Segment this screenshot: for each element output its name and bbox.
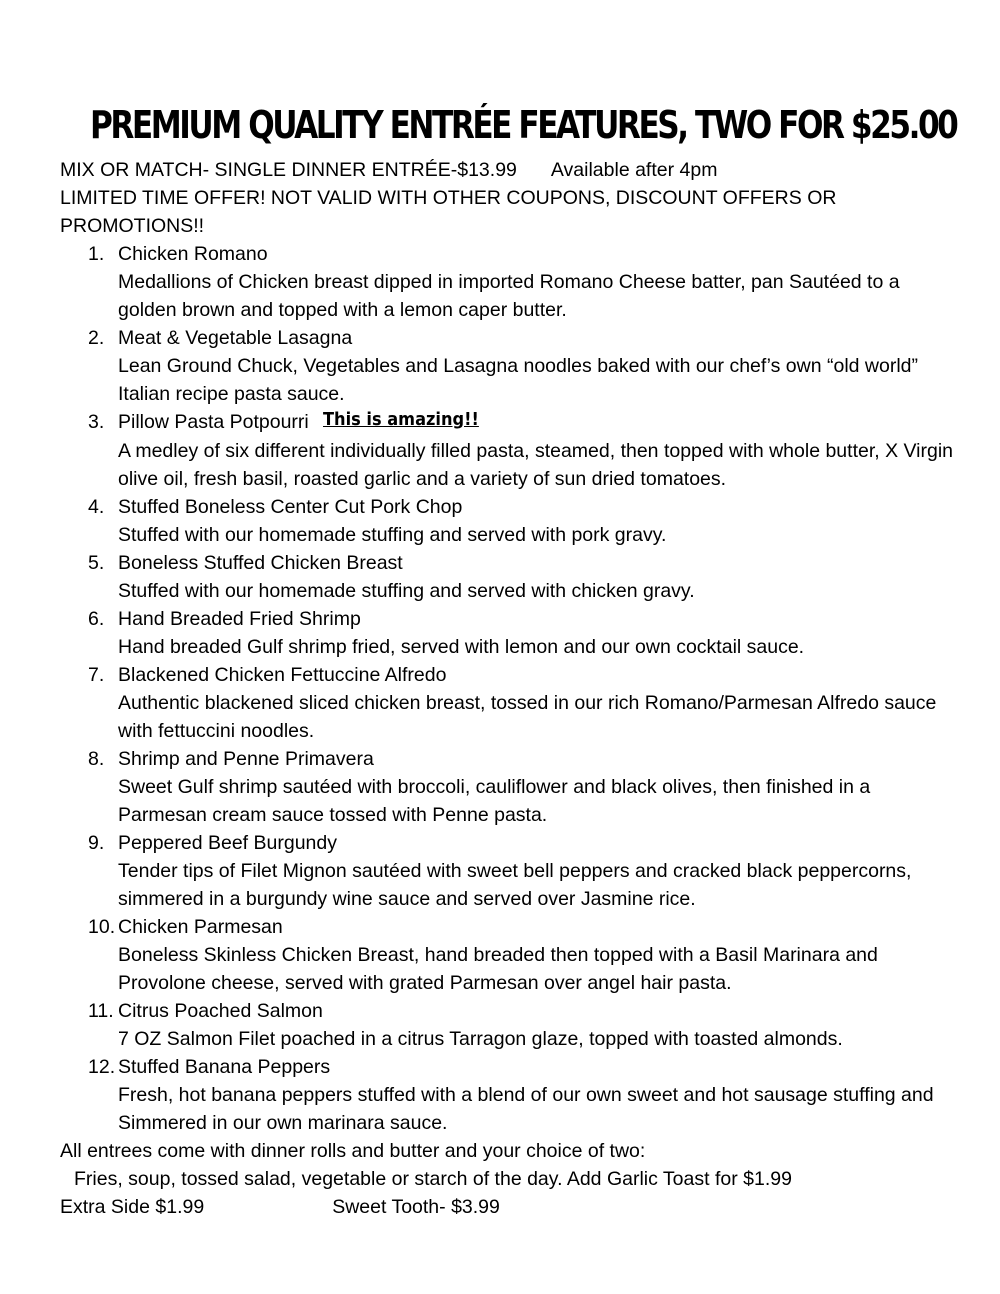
item-name: Meat & Vegetable Lasagna — [118, 327, 353, 349]
item-number: 1. — [88, 243, 105, 265]
extras-line — [60, 1193, 960, 1221]
item-name: Shrimp and Penne Primavera — [118, 748, 374, 770]
item-name: Chicken Romano — [118, 243, 268, 265]
item-name: Citrus Poached Salmon — [118, 1000, 323, 1022]
item-name: Stuffed Banana Peppers — [118, 1056, 331, 1078]
item-description: Stuffed with our homemade stuffing and served with pork gravy. — [118, 524, 667, 546]
item-number: 7. — [88, 664, 105, 686]
item-name: Stuffed Boneless Center Cut Pork Chop — [118, 496, 463, 518]
highlight-note: This is amazing!! — [322, 409, 479, 430]
item-description: Stuffed with our homemade stuffing and served with chicken gravy. — [118, 580, 695, 602]
list-item — [60, 913, 960, 997]
item-description: Boneless Skinless Chicken Breast, hand breaded then topped with a Basil Marinara and Provolone cheese, served with grated Parmesan over angel hair pasta. — [118, 944, 878, 994]
item-number: 2. — [88, 327, 105, 349]
item-number: 12. — [88, 1056, 116, 1078]
item-name: Peppered Beef Burgundy — [118, 832, 337, 854]
sides-intro: All entrees come with dinner rolls and butter and your choice of two: — [60, 1140, 646, 1162]
item-description: Lean Ground Chuck, Vegetables and Lasagna noodles baked with our chef’s own “old world” Italian recipe pasta sauce. — [118, 355, 919, 405]
list-item — [60, 997, 960, 1053]
item-number: 6. — [88, 608, 105, 630]
list-item — [60, 240, 960, 324]
entree-list — [60, 240, 960, 1137]
item-number: 8. — [88, 748, 105, 770]
item-description: 7 OZ Salmon Filet poached in a citrus Tarragon glaze, topped with toasted almonds. — [118, 1028, 843, 1050]
page-title: PREMIUM QUALITY ENTRÉE FEATURES, TWO FOR $25.00 — [90, 103, 957, 147]
item-name: Pillow Pasta Potpourri — [118, 411, 309, 433]
menu-body — [60, 156, 960, 1221]
sides-list: Fries, soup, tossed salad, vegetable or starch of the day. Add Garlic Toast for $1.99 — [74, 1168, 792, 1190]
item-name: Chicken Parmesan — [118, 916, 283, 938]
list-item — [60, 549, 960, 605]
item-name: Hand Breaded Fried Shrimp — [118, 608, 361, 630]
list-item — [60, 745, 960, 829]
list-item — [60, 605, 960, 661]
list-item — [60, 493, 960, 549]
sweet-tooth-price: Sweet Tooth- $3.99 — [332, 1196, 500, 1218]
item-number: 11. — [88, 1000, 114, 1022]
item-description: Hand breaded Gulf shrimp fried, served with lemon and our own cocktail sauce. — [118, 636, 805, 658]
item-number: 3. — [88, 411, 105, 433]
item-name-row — [118, 408, 960, 437]
list-item — [60, 324, 960, 408]
item-number: 5. — [88, 552, 105, 574]
availability-note: Available after 4pm — [550, 159, 718, 181]
list-item — [60, 829, 960, 913]
list-item — [60, 661, 960, 745]
item-description: Fresh, hot banana peppers stuffed with a blend of our own sweet and hot sausage stuffing and Simmered in our own marinara sauce. — [118, 1084, 934, 1134]
item-number: 10. — [88, 916, 116, 938]
item-number: 9. — [88, 832, 105, 854]
single-entree-line — [60, 156, 960, 184]
single-entree-price: MIX OR MATCH- SINGLE DINNER ENTRÉE-$13.99 — [60, 159, 517, 181]
extra-side-price: Extra Side $1.99 — [60, 1196, 205, 1218]
item-description: Medallions of Chicken breast dipped in imported Romano Cheese batter, pan Sautéed to a golden brown and topped with a lemon caper butter. — [118, 271, 900, 321]
offer-line-2: PROMOTIONS!! — [60, 215, 205, 237]
item-name: Blackened Chicken Fettuccine Alfredo — [118, 664, 447, 686]
item-description: Tender tips of Filet Mignon sautéed with sweet bell peppers and cracked black peppercorns, simmered in a burgundy wine sauce and served over Jasmine rice. — [118, 860, 912, 910]
offer-line-1: LIMITED TIME OFFER! NOT VALID WITH OTHER COUPONS, DISCOUNT OFFERS OR — [60, 187, 837, 209]
list-item — [60, 1053, 960, 1137]
item-name: Boneless Stuffed Chicken Breast — [118, 552, 403, 574]
item-description: A medley of six different individually filled pasta, steamed, then topped with whole butter, X Virgin olive oil, fresh basil, roasted garlic and a variety of sun dried tomatoes. — [118, 440, 954, 490]
list-item — [60, 408, 960, 493]
item-description: Sweet Gulf shrimp sautéed with broccoli, cauliflower and black olives, then finished in a Parmesan cream sauce tossed with Penne pasta. — [118, 776, 871, 826]
item-description: Authentic blackened sliced chicken breast, tossed in our rich Romano/Parmesan Alfredo sauce with fettuccini noodles. — [118, 692, 937, 742]
item-number: 4. — [88, 496, 105, 518]
